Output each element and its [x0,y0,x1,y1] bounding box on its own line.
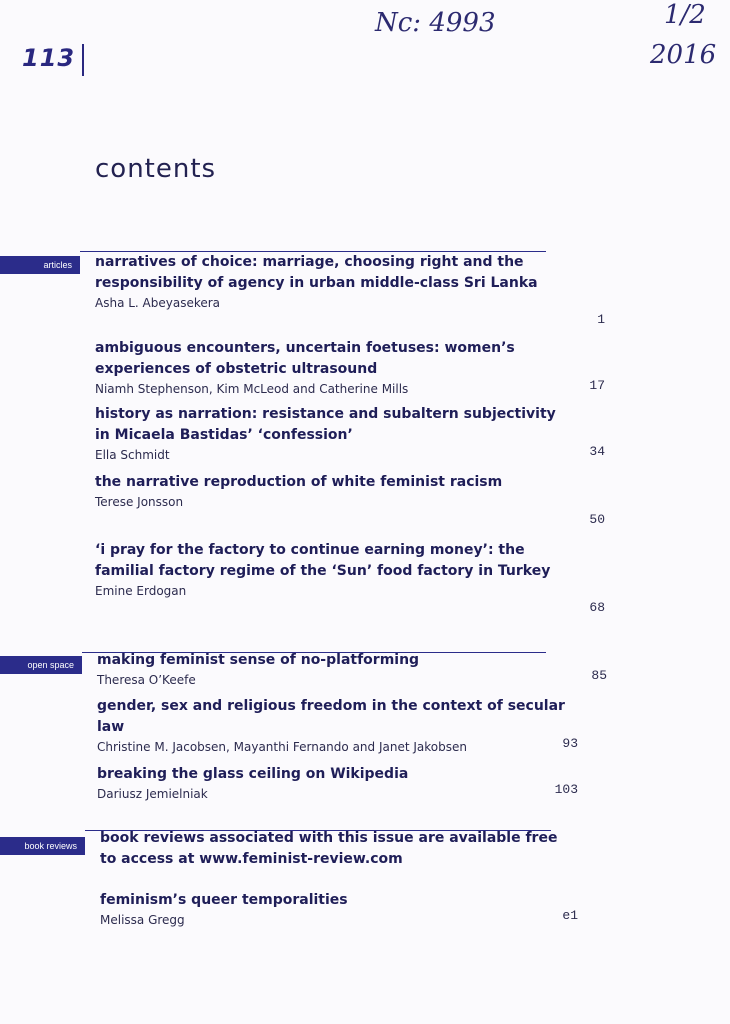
entry-title: gender, sex and religious freedom in the context of secular law [97,698,565,735]
entry-title: history as narration: resistance and subaltern subjectivity in Micaela Bastidas’ ‘confession’ [95,406,556,443]
contents-title: contents [95,154,217,184]
section-tag-articles: articles [0,256,80,274]
entry-title: breaking the glass ceiling on Wikipedia [97,766,409,782]
entry-page: 1 [597,312,605,327]
toc-entry[interactable] [95,472,605,527]
entry-page: 85 [591,668,607,683]
entry-page: 93 [562,736,578,751]
toc-entry[interactable] [95,252,605,327]
toc-entry[interactable] [95,338,605,399]
entry-title: book reviews associated with this issue are available free to access at www.feminist-review.com [100,830,558,867]
handwritten-year: 2016 [650,40,717,70]
entry-title: narratives of choice: marriage, choosing right and the responsibility of agency in urban middle-class Sri Lanka [95,254,538,291]
toc-entry[interactable] [97,764,578,804]
entry-author: Christine M. Jacobsen, Mayanthi Fernando and Janet Jakobsen [97,740,467,754]
toc-entry[interactable] [100,828,560,870]
entry-page: 68 [589,600,605,615]
entry-author: Ella Schmidt [95,448,170,462]
toc-entry[interactable] [97,696,578,757]
entry-author: Niamh Stephenson, Kim McLeod and Catherine Mills [95,382,409,396]
toc-entry[interactable] [95,540,605,615]
entry-page: e1 [562,908,578,923]
entry-title: ‘i pray for the factory to continue earning money’: the familial factory regime of the ‘Sun’ food factory in Turkey [95,542,551,579]
entry-title: making feminist sense of no-platforming [97,652,420,668]
page-number: 113 [22,44,76,72]
entry-author: Melissa Gregg [100,913,185,927]
entry-title: feminism’s queer temporalities [100,892,348,908]
entry-page: 50 [589,512,605,527]
handwritten-code: Nc: 4993 [375,8,496,38]
entry-author: Terese Jonsson [95,495,184,509]
entry-title: ambiguous encounters, uncertain foetuses: women’s experiences of obstetric ultrasound [95,340,515,377]
handwritten-fraction: 1/2 [664,0,706,30]
toc-entry[interactable] [97,650,607,690]
entry-author: Emine Erdogan [95,584,187,598]
section-tag-open-space: open space [0,656,82,674]
toc-entry[interactable] [100,890,578,930]
entry-page: 103 [554,782,578,797]
entry-author: Dariusz Jemielniak [97,787,208,801]
entry-author: Asha L. Abeyasekera [95,296,221,310]
entry-author: Theresa O’Keefe [97,673,196,687]
page-number-rule [82,44,84,76]
toc-entry[interactable] [95,404,605,465]
entry-page: 17 [589,378,605,393]
entry-title: the narrative reproduction of white feminist racism [95,474,503,490]
section-tag-book-reviews: book reviews [0,837,85,855]
entry-page: 34 [589,444,605,459]
